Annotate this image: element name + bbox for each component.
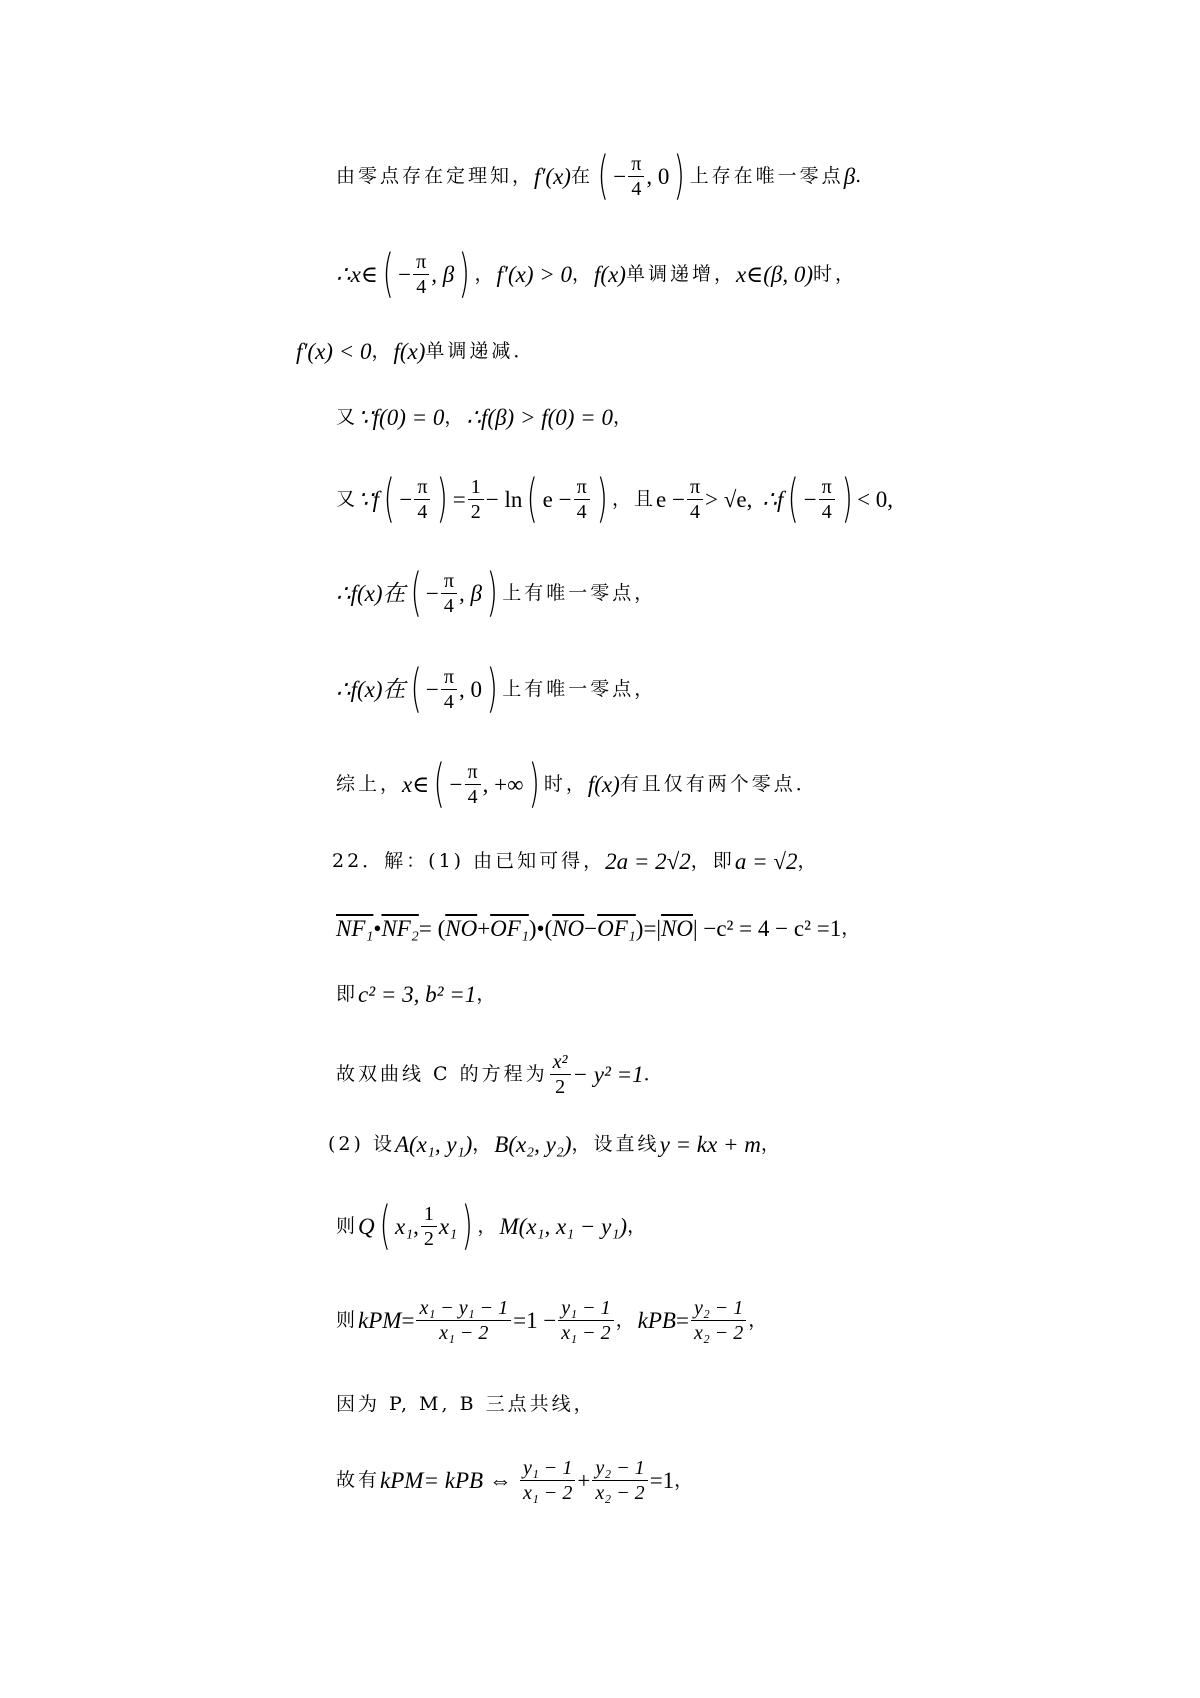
text: 22．解：(1) 由已知可得，	[332, 850, 606, 872]
text: 综上，	[336, 772, 403, 795]
fraction	[687, 477, 703, 522]
num: π	[574, 477, 590, 500]
math: B(x₂, y₂)	[494, 1132, 572, 1157]
text: ，	[748, 1309, 771, 1331]
paren: )	[486, 659, 498, 719]
subscript: PB	[647, 1308, 676, 1333]
line-5	[336, 469, 894, 529]
line-3	[296, 340, 535, 363]
num: 1	[421, 1204, 437, 1227]
math: k	[380, 1468, 391, 1493]
line-6	[336, 563, 657, 623]
line-13	[328, 1133, 783, 1156]
subscript: PB	[454, 1468, 484, 1493]
minus: −	[425, 580, 439, 606]
text: ，且	[611, 487, 656, 510]
text: 则	[336, 1214, 359, 1237]
paren: )	[458, 244, 470, 304]
math: , +∞	[482, 771, 524, 797]
line-10	[336, 917, 863, 940]
minus: −	[449, 771, 463, 797]
math: ∴f(x)在	[336, 580, 406, 606]
math: f′(x) < 0	[296, 339, 372, 364]
math: β	[843, 163, 856, 189]
line-9	[332, 850, 819, 873]
math: ∵f(0) = 0	[358, 405, 445, 430]
den: x₂ − 2	[693, 1322, 744, 1344]
fraction	[413, 252, 429, 297]
text: 因为 P, M, B 三点共线，	[336, 1393, 596, 1415]
vector: $\overline{NO}$	[661, 916, 693, 941]
den: 4	[689, 500, 700, 523]
text: ，即	[690, 850, 735, 872]
den: 4	[443, 594, 454, 617]
num: π	[628, 154, 644, 177]
den: x₁ − 2	[523, 1482, 573, 1504]
math: x₁	[394, 1213, 414, 1239]
paren: (	[433, 754, 445, 814]
math: , 0	[458, 676, 482, 702]
text: ，	[797, 850, 820, 872]
text: ，	[572, 262, 595, 285]
vector: NF₂	[381, 916, 419, 941]
math: , 0	[646, 163, 670, 189]
math: +	[477, 916, 491, 941]
fraction	[691, 1298, 746, 1343]
text: 故有	[336, 1469, 381, 1491]
math: Q	[358, 1213, 375, 1239]
line-14	[336, 1196, 650, 1256]
text: ，	[371, 340, 394, 362]
text: 则	[336, 1309, 359, 1331]
subscript: PM	[390, 1468, 424, 1493]
math: e −	[542, 486, 572, 512]
paren: (	[383, 469, 395, 529]
num: 1	[468, 477, 484, 500]
math: A(x₁, y₁)	[394, 1132, 473, 1157]
math: x∈	[402, 771, 430, 797]
num: x₁ − y₁ − 1	[416, 1298, 511, 1321]
paren: (	[410, 563, 422, 623]
text: ，	[444, 406, 467, 428]
den: 4	[631, 177, 642, 200]
math: f(x)	[393, 339, 426, 364]
line-4	[336, 406, 635, 429]
math: •	[373, 916, 382, 941]
minus: −	[803, 486, 817, 512]
text: 即	[336, 983, 359, 1005]
math: = k	[423, 1468, 455, 1493]
fraction	[819, 477, 835, 522]
den: 2	[555, 1076, 566, 1098]
vector: $\overline{NO}$	[445, 916, 478, 941]
math: )•(	[528, 916, 553, 941]
paren: )	[596, 469, 608, 529]
vector: OF₁	[597, 916, 636, 941]
text: 时，	[543, 772, 588, 795]
minus: −	[613, 163, 627, 189]
text: 上有唯一零点，	[502, 581, 657, 604]
num: x²	[550, 1052, 571, 1075]
fraction	[441, 571, 457, 616]
text: 又	[336, 406, 359, 428]
text: 单调递增，	[625, 262, 736, 285]
math: 2a = 2√2	[605, 849, 691, 874]
math: )=|	[635, 916, 662, 941]
fraction	[558, 1298, 613, 1343]
text: ，	[474, 262, 497, 285]
math: c² = 3, b² =1	[358, 982, 477, 1007]
paren: (	[526, 469, 539, 529]
fraction	[520, 1458, 575, 1503]
vector: NF₁	[336, 916, 374, 941]
num: π	[413, 252, 429, 275]
text: 在	[570, 164, 593, 187]
paren: )	[528, 754, 540, 814]
math: f′(x) > 0	[496, 261, 573, 287]
math: M(x₁, x₁ − y₁)	[499, 1213, 628, 1239]
text: ，	[760, 1133, 783, 1155]
text: 由零点存在定理知，	[336, 164, 535, 187]
comma: ,	[413, 1213, 419, 1239]
math: e −	[656, 486, 685, 512]
line-7	[336, 659, 657, 719]
math: ∴x∈	[336, 261, 378, 287]
math: = (	[418, 916, 446, 941]
vector: $\overline{NO}$	[552, 916, 585, 941]
math: k	[637, 1308, 648, 1333]
fraction	[550, 1052, 571, 1097]
fraction	[574, 477, 590, 522]
math: ∵f	[358, 486, 380, 512]
paren: )	[673, 146, 686, 206]
math: | −c² = 4 − c² =1	[693, 916, 842, 941]
text: 时，	[812, 262, 857, 285]
den: 4	[467, 785, 478, 808]
fraction	[592, 1458, 647, 1503]
math: ⇔	[489, 1468, 513, 1493]
math: +	[577, 1468, 591, 1493]
den: x₁ − 2	[439, 1322, 489, 1344]
paren: (	[410, 659, 422, 719]
paren: (	[379, 1196, 391, 1256]
math: , β	[458, 580, 482, 606]
math: ∴f	[762, 486, 784, 512]
math: , β	[431, 261, 455, 287]
text: ，	[615, 1309, 638, 1331]
math: > √e,	[705, 486, 753, 512]
math: ∴f(β) > f(0) = 0	[466, 405, 613, 430]
num: π	[687, 477, 703, 500]
math: − y² =1	[572, 1062, 644, 1087]
fraction	[628, 154, 644, 199]
text: ，	[627, 1214, 650, 1237]
math: −	[584, 916, 598, 941]
num: y₁ − 1	[520, 1458, 575, 1481]
fraction	[468, 477, 484, 522]
text: 单调递减．	[425, 340, 536, 362]
minus: −	[398, 261, 412, 287]
fraction	[441, 667, 457, 712]
paren: )	[437, 469, 449, 529]
line-1	[336, 146, 865, 206]
math: =1	[649, 1468, 675, 1493]
den: 4	[443, 690, 454, 713]
line-17	[336, 1458, 696, 1503]
num: π	[819, 477, 835, 500]
minus: −	[425, 676, 439, 702]
fraction	[416, 1298, 511, 1343]
math: a = √2	[734, 849, 798, 874]
minus: −	[399, 486, 413, 512]
den: 2	[423, 1227, 434, 1250]
den: 2	[470, 500, 481, 523]
num: π	[414, 477, 430, 500]
math: =	[401, 1308, 415, 1333]
den: x₂ − 2	[595, 1482, 645, 1504]
text: .	[855, 164, 865, 187]
num: y₂ − 1	[592, 1458, 647, 1481]
line-8	[336, 754, 818, 814]
text: (2) 设	[328, 1133, 395, 1155]
math: − ln	[485, 486, 523, 512]
den: 4	[576, 500, 587, 523]
math: k	[358, 1308, 369, 1333]
math: f′(x)	[534, 163, 571, 189]
math: f(x)	[587, 771, 620, 797]
fraction	[421, 1204, 437, 1249]
paren: (	[382, 244, 394, 304]
text: ．	[643, 1063, 666, 1085]
den: 4	[417, 500, 428, 523]
math: =	[452, 486, 466, 512]
text: 上有唯一零点，	[502, 677, 657, 700]
text: ，	[612, 406, 635, 428]
text: ，设直线	[571, 1133, 660, 1155]
num: π	[441, 667, 457, 690]
paren: (	[597, 146, 609, 206]
num: y₂ − 1	[691, 1298, 746, 1321]
num: π	[465, 762, 481, 785]
fraction	[465, 762, 481, 807]
den: 4	[416, 275, 427, 298]
math: ∴f(x)在	[336, 676, 406, 702]
text: ，	[472, 1133, 495, 1155]
subscript: PM	[368, 1308, 402, 1333]
paren: )	[841, 469, 853, 529]
den: x₁ − 2	[561, 1322, 611, 1344]
text: 上存在唯一零点	[689, 164, 844, 187]
line-2	[336, 244, 857, 304]
math: y = kx + m	[659, 1132, 761, 1157]
paren: (	[787, 469, 800, 529]
math: f(x)	[594, 261, 626, 287]
text: ，	[674, 1469, 697, 1491]
paren: )	[486, 563, 498, 623]
line-15	[336, 1298, 770, 1343]
num: π	[441, 571, 457, 594]
math: x∈(β, 0)	[735, 261, 813, 287]
vector: OF₁	[490, 916, 529, 941]
math: < 0,	[857, 486, 894, 512]
text: 有且仅有两个零点．	[619, 772, 818, 795]
line-12	[336, 1052, 666, 1097]
math: =1 −	[513, 1308, 557, 1333]
math: =	[675, 1308, 689, 1333]
text: 又	[336, 487, 359, 510]
paren: )	[461, 1196, 473, 1256]
fraction	[414, 477, 430, 522]
text: 故双曲线 C 的方程为	[336, 1063, 548, 1085]
text: ，	[841, 917, 864, 939]
math: x₁	[438, 1213, 458, 1239]
num: y₁ − 1	[558, 1298, 613, 1321]
line-11	[336, 983, 498, 1006]
line-16	[336, 1395, 596, 1414]
den: 4	[821, 500, 832, 523]
text: ，	[476, 983, 499, 1005]
text: ，	[477, 1214, 500, 1237]
